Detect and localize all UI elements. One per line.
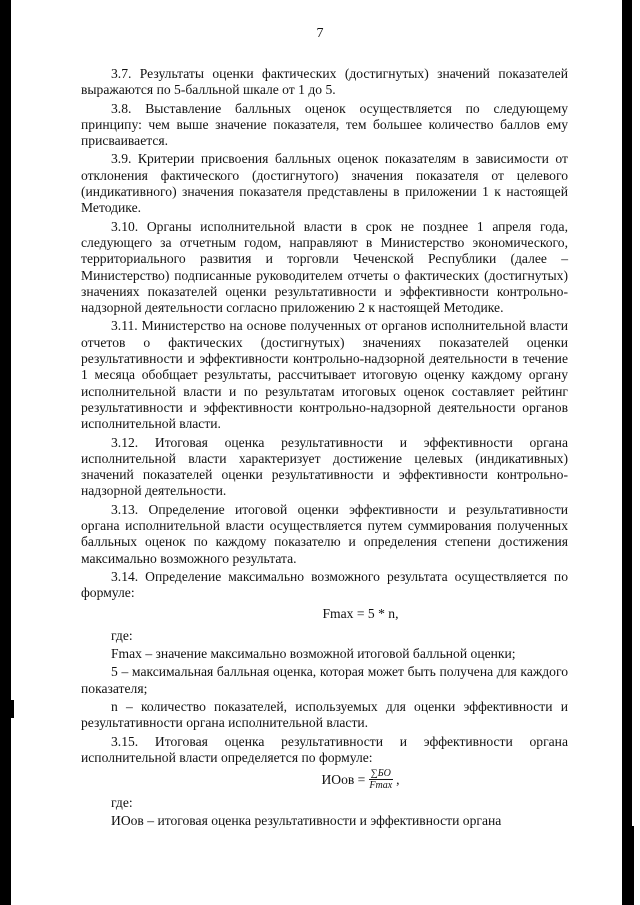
where-label: где: (111, 627, 133, 643)
paragraph-3-14: 3.14. Определение максимально возможного результата осуществляется по формуле: (81, 568, 568, 601)
paragraph-3-12: 3.12. Итоговая оценка результативности и эффективности органа исполнительной власти характеризует достижение целевых (индикативных) значений показателей оценки результативности и эффективности контрольно-надзорной деятельности. (81, 434, 568, 499)
formula-fmax: Fmax = 5 * n, (322, 605, 399, 621)
formula-fraction (367, 768, 394, 791)
page-number: 7 (316, 26, 324, 41)
formula-numerator: ∑БО (370, 768, 391, 780)
scan-artifact (627, 826, 634, 905)
paragraph-3-10: 3.10. Органы исполнительной власти в срок не позднее 1 апреля года, следующего за отчетным годом, направляют в Министерство экономического, территориального развития и торговли Чеченской Республики (далее – Министерство) подписанные руководителем отчеты о фактических (достигнутых) значениях показателей оценки результативности и эффективности контрольно-надзорной деятельности согласно приложению 2 к настоящей Методике. (81, 218, 568, 316)
scan-border-left (0, 0, 11, 905)
definition-fmax: Fmax – значение максимально возможной итоговой балльной оценки; (111, 646, 516, 662)
paragraph-3-9: 3.9. Критерии присвоения балльных оценок показателям в зависимости от отклонения фактического (достигнутого) значения показателя от целевого (индикативного) значения показателя представлены в приложении 1 к настоящей Методике. (81, 151, 568, 216)
paragraph-3-7: 3.7. Результаты оценки фактических (достигнутых) значений показателей выражаются по 5-балльной шкале от 1 до 5. (81, 66, 568, 98)
formula-tail: , (396, 771, 400, 787)
document-body (81, 66, 568, 832)
scan-border-right (622, 0, 632, 905)
paragraph-3-15: 3.15. Итоговая оценка результативности и эффективности органа исполнительной власти определяется по формуле: (81, 733, 568, 765)
paragraph-3-8: 3.8. Выставление балльных оценок осуществляется по следующему принципу: чем выше значение показателя, тем большее количество баллов ему присваивается. (81, 100, 568, 149)
paragraph-3-11: 3.11. Министерство на основе полученных от органов исполнительной власти отчетов о фактических (достигнутых) значениях показателей оценки результативности и эффективности контрольно-надзорной деятельности в течение 1 месяца обобщает результаты, рассчитывает итоговую оценку каждому органу исполнительной власти и по результатам итоговых оценок составляет рейтинг результативности и эффективности контрольно-надзорной деятельности органов исполнительной власти. (81, 318, 568, 432)
formula-denominator: Fmax (369, 780, 393, 792)
definition-max-score: 5 – максимальная балльная оценка, которая может быть получена для каждого показателя; (81, 664, 568, 696)
definition-iov: ИОов – итоговая оценка результативности и эффективности органа (111, 813, 502, 829)
paragraph-3-13: 3.13. Определение итоговой оценки эффективности и результативности органа исполнительной власти осуществляется путем суммирования полученных балльных оценок по каждому показателю и определения степени достижения максимально возможного результата. (81, 501, 568, 566)
formula-lhs: ИОов = (321, 771, 366, 787)
scan-artifact (11, 700, 14, 718)
where-label: где: (111, 795, 133, 811)
definition-n: n – количество показателей, используемых для оценки эффективности и результативности органа исполнительной власти. (81, 698, 568, 731)
formula-iov (81, 768, 568, 791)
